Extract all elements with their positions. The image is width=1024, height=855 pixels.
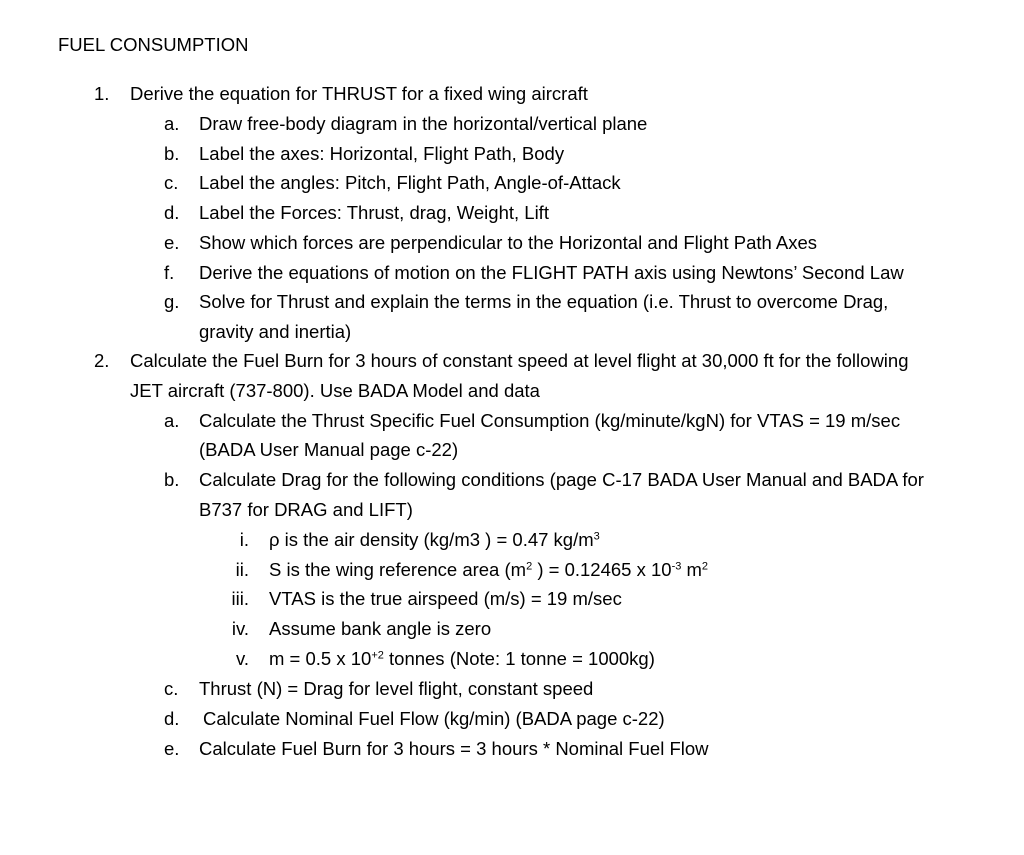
sub-i-body: ρ is the air density (kg/m3 ) = 0.47 kg/m — [269, 529, 594, 550]
q2-b-sub-iii-label: iii. — [231, 588, 249, 609]
q2-b-sub-iii-text: VTAS is the true airspeed (m/s) = 19 m/sec — [269, 588, 622, 609]
q2-b-sub-i-label: i. — [239, 529, 249, 550]
sub-v-body-b: tonnes (Note: 1 tonne = 1000kg) — [383, 648, 655, 669]
q2-b-sub-ii-label: ii. — [235, 559, 249, 580]
q1-item-e-label: e. — [164, 232, 180, 253]
q1-item-d-label: d. — [164, 202, 180, 223]
q1-item-f-label: f. — [164, 262, 175, 283]
sub-i-superscript: 3 — [593, 530, 600, 543]
q2-b-sub-iv-text: Assume bank angle is zero — [269, 618, 492, 639]
q2-item-b-label: b. — [164, 469, 180, 490]
q2-item-e-text: Calculate Fuel Burn for 3 hours = 3 hours * Nominal Fuel Flow — [199, 738, 709, 759]
document-title: FUEL CONSUMPTION — [58, 34, 249, 55]
q1-item-b-label: b. — [164, 143, 180, 164]
q2-b-sub-iv-label: iv. — [231, 618, 249, 639]
q2-item-a-label: a. — [164, 410, 180, 431]
q1-item-g-label: g. — [164, 291, 180, 312]
q1-item-g-text-cont: gravity and inertia) — [199, 321, 352, 342]
q2-item-c-label: c. — [164, 678, 179, 699]
q2-item-c-text: Thrust (N) = Drag for level flight, constant speed — [199, 678, 594, 699]
sub-ii-sup-c: 2 — [701, 560, 709, 573]
q1-item-b-text: Label the axes: Horizontal, Flight Path, Body — [199, 143, 565, 164]
sub-ii-body-a: S is the wing reference area (m — [269, 559, 527, 580]
q1-item-d-text: Label the Forces: Thrust, drag, Weight, Lift — [199, 202, 549, 223]
q1-item-a-text: Draw free-body diagram in the horizontal/vertical plane — [199, 113, 648, 134]
q2-item-a-text-cont: (BADA User Manual page c-22) — [199, 439, 459, 460]
q1-item-e-text: Show which forces are perpendicular to the Horizontal and Flight Path Axes — [199, 232, 818, 253]
q2-item-e-label: e. — [164, 738, 180, 759]
q2-b-sub-v-label: v. — [235, 648, 249, 669]
q2-b-sub-i-text — [269, 531, 600, 550]
sub-ii-body-c: m — [681, 559, 702, 580]
q1-item-c-text: Label the angles: Pitch, Flight Path, Angle-of-Attack — [199, 172, 621, 193]
q1-item-f-text: Derive the equations of motion on the FLIGHT PATH axis using Newtons’ Second Law — [199, 262, 904, 283]
q1-item-c-label: c. — [164, 172, 179, 193]
q2-item-d-text: Calculate Nominal Fuel Flow (kg/min) (BADA page c-22) — [203, 708, 665, 729]
q1-number: 1. — [94, 83, 110, 104]
q2-b-sub-v-text — [269, 650, 655, 669]
sub-ii-body-b: ) = 0.12465 x 10 — [532, 559, 672, 580]
sub-ii-sup-a: 2 — [526, 560, 533, 573]
q1-item-g-text: Solve for Thrust and explain the terms in the equation (i.e. Thrust to overcome Drag, — [199, 291, 889, 312]
q1-item-a-label: a. — [164, 113, 180, 134]
q2-item-b-text: Calculate Drag for the following conditions (page C-17 BADA User Manual and BADA for — [199, 469, 924, 490]
q1-text: Derive the equation for THRUST for a fixed wing aircraft — [130, 83, 588, 104]
q2-item-a-text: Calculate the Thrust Specific Fuel Consumption (kg/minute/kgN) for VTAS = 19 m/sec — [199, 410, 901, 431]
q2-text: Calculate the Fuel Burn for 3 hours of constant speed at level flight at 30,000 ft for the following — [130, 350, 909, 371]
sub-v-sup-a: +2 — [371, 649, 384, 662]
q2-item-b-text-cont: B737 for DRAG and LIFT) — [199, 499, 413, 520]
q2-number: 2. — [94, 350, 110, 371]
q2-b-sub-ii-text — [269, 561, 708, 580]
sub-v-body-a: m = 0.5 x 10 — [269, 648, 372, 669]
q2-item-d-label: d. — [164, 708, 180, 729]
q2-text-cont: JET aircraft (737-800). Use BADA Model and data — [130, 380, 540, 401]
sub-ii-sup-b: -3 — [671, 560, 682, 573]
